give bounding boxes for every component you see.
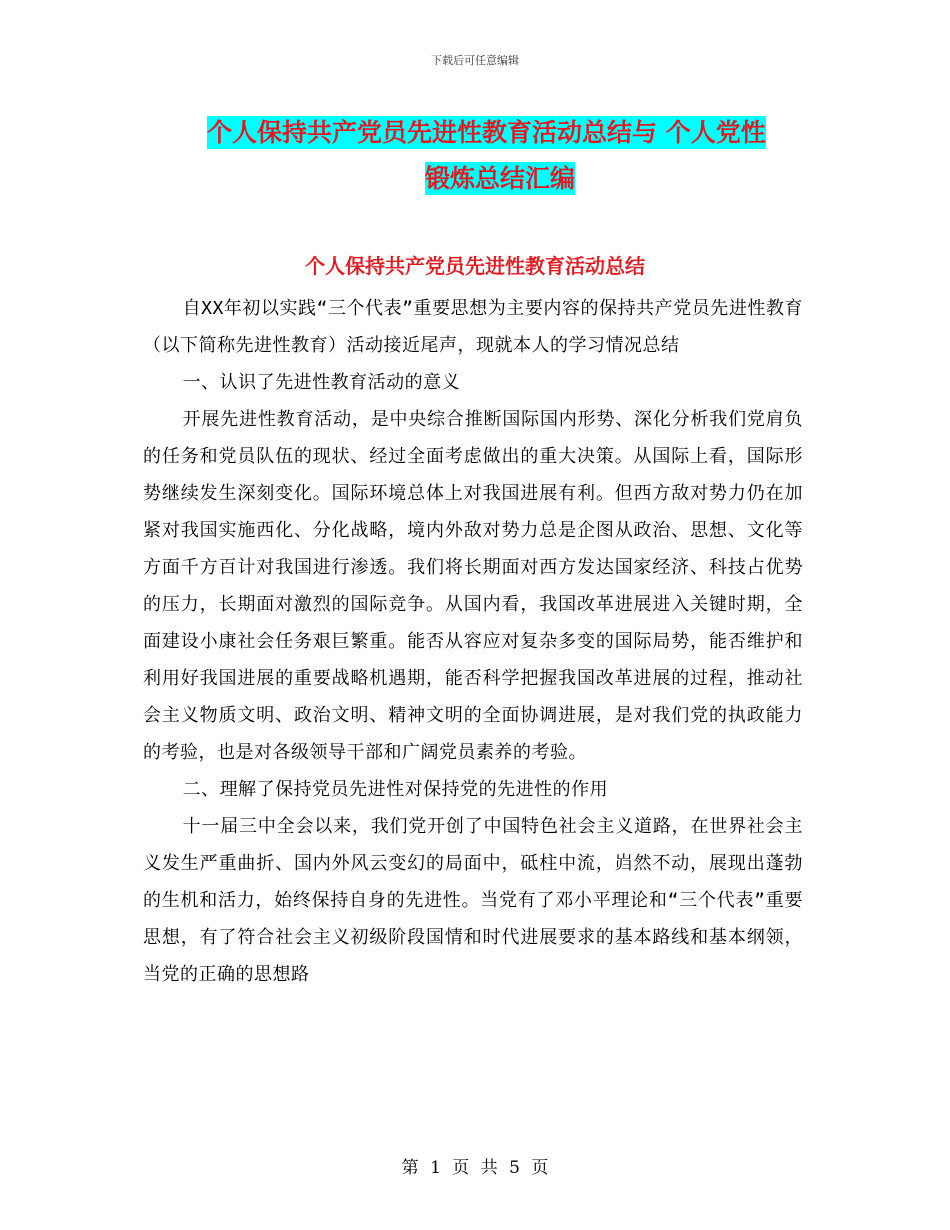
title-highlight-2: 锻炼总结汇编 <box>424 164 575 193</box>
title-highlight-1: 个人保持共产党员先进性教育活动总结与 个人党性 <box>207 118 766 147</box>
paragraph: 开展先进性教育活动，是中央综合推断国际国内形势、深化分析我们党肩负的任务和党员队伍的现状、经过全面考虑做出的重大决策。从国际上看，国际形势继续发生深刻变化。国际环境总体上对我国进展有利。但西方敌对势力仍在加紧对我国实施西化、分化战略，境内外敌对势力总是企图从政治、思想、文化等方面千方百计对我国进行渗透。我们将长期面对西方发达国家经济、科技占优势的压力，长期面对激烈的国际竞争。从国内看，我国改革进展进入关键时期，全面建设小康社会任务艰巨繁重。能否从容应对复杂多变的国际局势，能否维护和利用好我国进展的重要战略机遇期，能否科学把握我国改革进展的过程，推动社会主义物质文明、政治文明、精神文明的全面协调进展，是对我们党的执政能力的考验，也是对各级领导干部和广阔党员素养的考验。 <box>143 409 803 763</box>
heading-one: 一、认识了先进性教育活动的意义 <box>182 372 461 393</box>
paragraph: 十一届三中全会以来，我们党开创了中国特色社会主义道路，在世界社会主义发生严重曲折、国内外风云变幻的局面中，砥柱中流，岿然不动，展现出蓬勃的生机和活力，始终保持自身的先进性。当党有了邓小平理论和“三个代表”重要思想，有了符合社会主义初级阶段国情和时代进展要求的基本路线和基本纲领，当党的正确的思想路 <box>143 816 803 985</box>
document-title-line-1 <box>195 112 805 154</box>
section-title: 个人保持共产党员先进性教育活动总结 <box>305 254 645 278</box>
document-body <box>143 290 803 993</box>
heading-two: 二、理解了保持党员先进性对保持党的先进性的作用 <box>182 779 609 800</box>
paragraph: 自XX年初以实践“三个代表”重要思想为主要内容的保持共产党员先进性教育（以下简称先进性教育）活动接近尾声，现就本人的学习情况总结 <box>143 298 803 356</box>
document-title-line-2 <box>195 158 805 200</box>
page-footer: 第 1 页 共 5 页 <box>401 1158 549 1178</box>
header-note: 下载后可任意编辑 <box>431 54 519 67</box>
document-title <box>195 112 805 200</box>
